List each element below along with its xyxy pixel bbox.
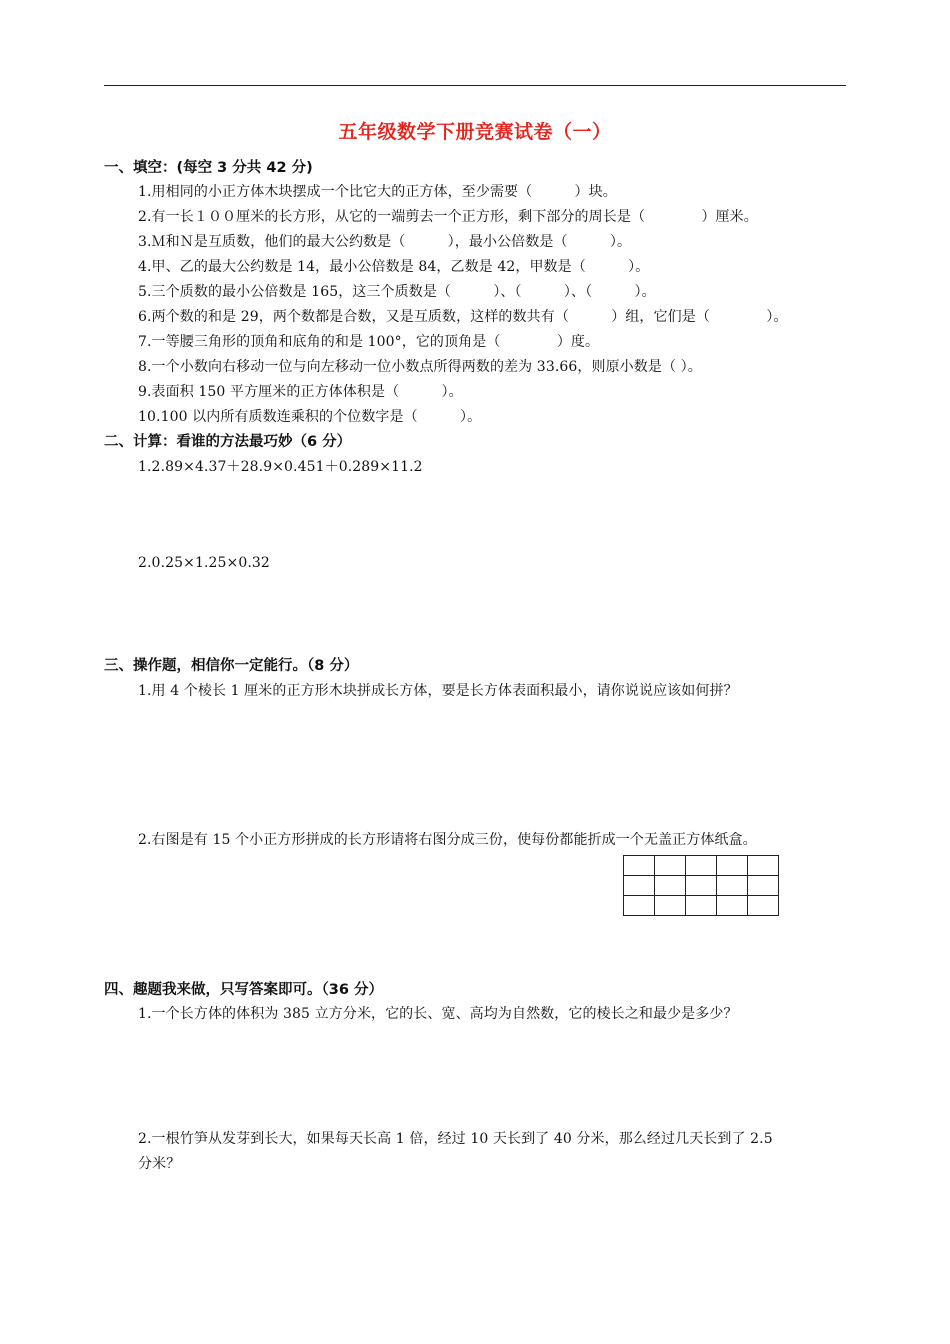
grid-cell: [624, 896, 655, 916]
question-1-5: 5.三个质数的最小公倍数是 165，这三个质数是（ ）、（ ）、（ ）。: [138, 284, 656, 300]
grid-cell: [717, 896, 748, 916]
question-1-6: 6.两个数的和是 29，两个数都是合数，又是互质数，这样的数共有（ ）组，它们是（ ）。: [138, 309, 788, 325]
grid-cell: [748, 876, 779, 896]
question-4-2-continued: 分米？: [138, 1156, 181, 1172]
grid-cell: [686, 876, 717, 896]
question-4-1: 1.一个长方体的体积为 385 立方分米，它的长、宽、高均为自然数，它的棱长之和最少是多少？: [138, 1006, 738, 1022]
question-2-2: 2.0.25×1.25×0.32: [138, 555, 270, 571]
question-3-1: 1.用 4 个棱长 1 厘米的正方形木块拼成长方体，要是长方体表面积最小，请你说说应该如何拼？: [138, 683, 738, 699]
grid-cell: [624, 876, 655, 896]
question-1-7: 7.一等腰三角形的顶角和底角的和是 100°，它的顶角是（ ）度。: [138, 334, 600, 350]
section-2-heading: 二、计算：看谁的方法最巧妙（6 分）: [104, 434, 352, 450]
question-1-9: 9.表面积 150 平方厘米的正方体体积是（ ）。: [138, 384, 463, 400]
rectangle-grid-figure: [623, 855, 779, 916]
grid-cell: [655, 856, 686, 876]
question-1-4: 4.甲、乙的最大公约数是 14，最小公倍数是 84，乙数是 42，甲数是（ ）。: [138, 259, 650, 275]
top-rule: [104, 85, 846, 86]
question-1-8: 8.一个小数向右移动一位与向左移动一位小数点所得两数的差为 33.66，则原小数是（ ）。: [138, 359, 702, 375]
grid-cell: [748, 856, 779, 876]
page-title: 五年级数学下册竞赛试卷（一）: [338, 121, 612, 143]
grid-cell: [717, 856, 748, 876]
section-1-heading: 一、填空：(每空 3 分共 42 分): [104, 160, 313, 176]
grid-cell: [624, 856, 655, 876]
grid-cell: [748, 896, 779, 916]
question-3-2: 2.右图是有 15 个小正方形拼成的长方形请将右图分成三份，使每份都能折成一个无盖正方体纸盒。: [138, 832, 757, 848]
question-1-10: 10.100 以内所有质数连乘积的个位数字是（ ）。: [138, 409, 482, 425]
question-1-2: 2.有一长１００厘米的长方形，从它的一端剪去一个正方形，剩下部分的周长是（ ）厘米。: [138, 209, 758, 225]
grid-cell: [686, 856, 717, 876]
section-3-heading: 三、操作题，相信你一定能行。（8 分）: [104, 658, 359, 674]
grid-cell: [655, 896, 686, 916]
question-4-2: 2.一根竹笋从发芽到长大，如果每天长高 1 倍，经过 10 天长到了 40 分米，那么经过几天长到了 2.5: [138, 1131, 773, 1147]
question-1-1: 1.用相同的小正方体木块摆成一个比它大的正方体，至少需要（ ）块。: [138, 184, 617, 200]
question-2-1: 1.2.89×4.37＋28.9×0.451＋0.289×11.2: [138, 459, 423, 475]
question-1-3: 3.Ｍ和Ｎ是互质数，他们的最大公约数是（ ），最小公倍数是（ ）。: [138, 234, 632, 250]
grid-cell: [686, 896, 717, 916]
grid-cell: [655, 876, 686, 896]
section-4-heading: 四、趣题我来做，只写答案即可。（36 分）: [104, 982, 383, 998]
grid-cell: [717, 876, 748, 896]
